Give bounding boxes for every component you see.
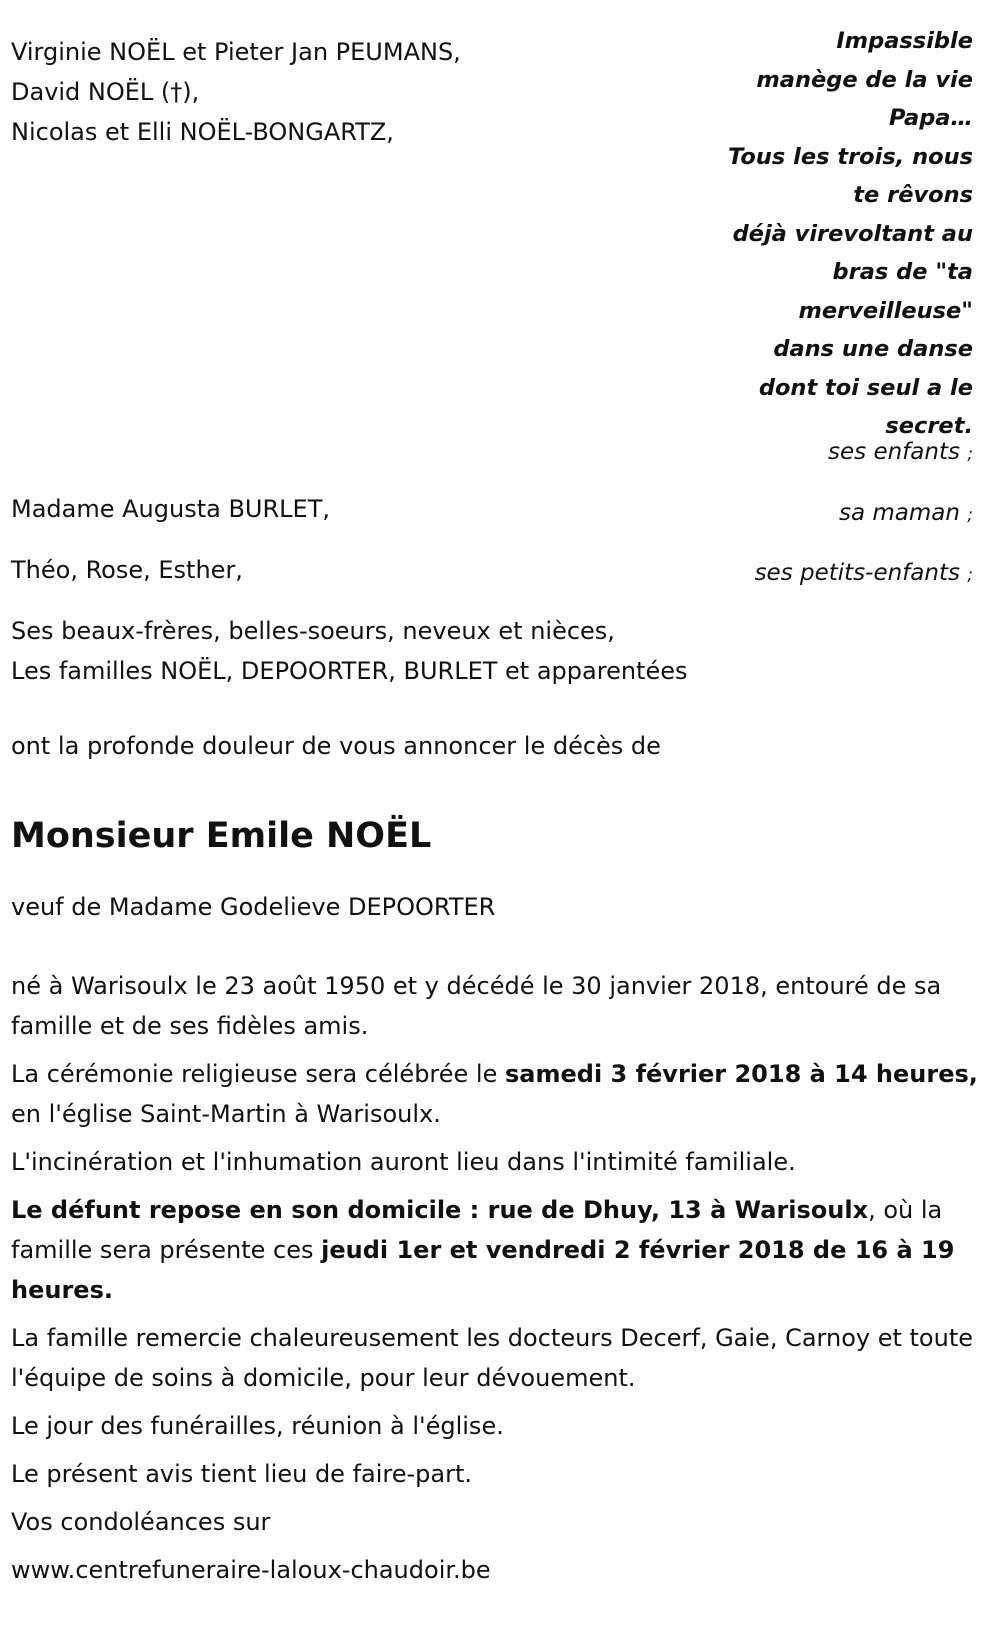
condolences-link[interactable]: www.centrefuneraire-laloux-chaudoir.be <box>11 1556 491 1584</box>
poem-line: déjà virevoltant au <box>732 220 973 247</box>
family-line-3: Nicolas et Elli NOËL-BONGARTZ, <box>11 118 394 146</box>
poem-line: Tous les trois, nous <box>727 143 973 170</box>
body-block <box>11 966 991 1590</box>
poem-line: Impassible <box>836 28 973 54</box>
role-separator: ; <box>967 565 973 585</box>
role-mother <box>839 498 973 530</box>
role-children-label: ses enfants <box>828 439 960 465</box>
role-grandchildren-label: ses petits-enfants <box>754 560 960 586</box>
resting-address: Le défunt repose en son domicile : rue de Dhuy, 13 à Warisoulx <box>11 1196 869 1224</box>
funeral-day-paragraph: Le jour des funérailles, réunion à l'église. <box>11 1412 504 1440</box>
widower-line: veuf de Madame Godelieve DEPOORTER <box>11 893 496 921</box>
poem-line: manège de la vie <box>756 66 973 93</box>
announcement: ont la profonde douleur de vous annoncer le décès de <box>11 732 661 760</box>
poem-block <box>703 22 973 446</box>
notice-paragraph: Le présent avis tient lieu de faire-part. <box>11 1460 473 1488</box>
family-children-block <box>11 32 461 152</box>
role-grandchildren <box>755 558 973 590</box>
poem-line: Papa… <box>888 105 973 131</box>
birth-death-paragraph: né à Warisoulx le 23 août 1950 et y décédé le 30 janvier 2018, entouré de sa famille et de ses fidèles amis. <box>11 972 942 1040</box>
role-separator: ; <box>967 505 973 525</box>
cremation-paragraph: L'incinération et l'inhumation auront lieu dans l'intimité familiale. <box>11 1148 796 1176</box>
poem-line: dans une danse <box>773 336 973 362</box>
resting-paragraph <box>11 1190 991 1310</box>
poem-line: secret. <box>885 413 973 439</box>
extended-family-block <box>11 611 688 691</box>
poem-line: merveilleuse" <box>798 297 973 324</box>
mother-name: Madame Augusta BURLET, <box>11 495 330 523</box>
extended-family-line: Les familles NOËL, DEPOORTER, BURLET et apparentées <box>11 657 688 685</box>
ceremony-text: La cérémonie religieuse sera célébrée le <box>11 1060 505 1088</box>
role-separator: ; <box>967 444 973 464</box>
family-line-2: David NOËL (†), <box>11 78 200 106</box>
ceremony-paragraph <box>11 1054 991 1134</box>
condolences-label: Vos condoléances sur <box>11 1508 271 1536</box>
poem-line: bras de "ta <box>832 259 973 285</box>
resting-text: , où la famille sera présente ces <box>11 1196 943 1264</box>
poem-line: te rêvons <box>853 182 973 208</box>
poem-line: dont toi seul a le <box>758 374 973 401</box>
deceased-name: Monsieur Emile NOËL <box>11 816 432 856</box>
visiting-hours: jeudi 1er et vendredi 2 février 2018 de 16 à 19 heures. <box>11 1236 955 1304</box>
extended-family-line: Ses beaux-frères, belles-soeurs, neveux et nièces, <box>11 617 615 645</box>
family-line-1: Virginie NOËL et Pieter Jan PEUMANS, <box>11 38 461 66</box>
role-mother-label: sa maman <box>838 500 960 526</box>
grandchildren-names: Théo, Rose, Esther, <box>11 556 243 584</box>
thanks-paragraph: La famille remercie chaleureusement les docteurs Decerf, Gaie, Carnoy et toute l'équipe de soins à domicile, pour leur dévouement. <box>11 1324 973 1392</box>
role-children <box>828 437 973 469</box>
ceremony-place: en l'église Saint-Martin à Warisoulx. <box>11 1100 441 1128</box>
ceremony-date: samedi 3 février 2018 à 14 heures, <box>505 1060 978 1088</box>
